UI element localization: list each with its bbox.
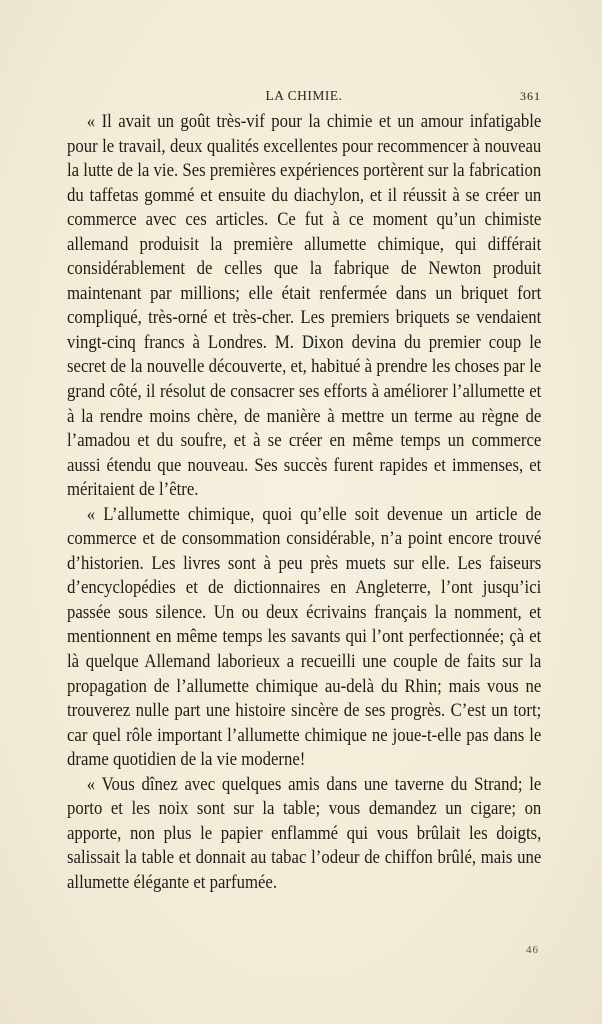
body-text — [67, 110, 541, 896]
page-header — [67, 88, 541, 106]
paragraph-3: « Vous dînez avec quelques amis dans une taverne du Strand; le porto et les noix sont sur la table; vous demandez un cigare; on apporte, non plus le papier enflammé qui vous brûlait les doigts, salissait la table et donnait au tabac l’odeur de chiffon brûlé, mais une allumette élégante et parfumée. — [67, 773, 542, 893]
page-number: 361 — [520, 89, 541, 103]
paragraph-1: « Il avait un goût très-vif pour la chimie et un amour infatigable pour le travail, deux qualités excellentes pour recommencer à nouveau la lutte de la vie. Ses premières expériences portèrent sur la fabrication du taffetas gommé et ensuite du diachylon, et il réussit à se créer un commerce avec ces articles. Ce fut à ce moment qu’un chimiste allemand produisit la première allumette chimique, qui différait considérablement de celles que la fabrique de Newton produit maintenant par millions; elle était renfermée dans un briquet fort compliqué, très-orné et très-cher. Les premiers briquets se vendaient vingt-cinq francs à Londres. M. Dixon devina du premier coup le secret de la nouvelle découverte, et, habitué à prendre les choses par le grand côté, il résolut de consacrer ses efforts à améliorer l’allumette et à la rendre moins chère, de manière à mettre un terme au règne de l’amadou et du soufre, et à se créer en même temps un commerce aussi étendu que nouveau. Ses succès furent rapides et immenses, et méritaient de l’être. — [67, 111, 542, 501]
running-title: LA CHIMIE. — [265, 88, 343, 103]
paragraph-2: « L’allumette chimique, quoi qu’elle soit devenue un article de commerce et de consommation considérable, n’a point encore trouvé d’historien. Les livres sont à peu près muets sur elle. Les faiseurs d’encyclopédies et de dictionnaires en Angleterre, l’ont jusqu’ici passée sous silence. Un ou deux écrivains français la nomment, et mentionnent en même temps les savants qui l’ont perfectionnée; çà et là quelque Allemand laborieux a recueilli une couple de faits sur la propagation de l’allumette chimique au-delà du Rhin; mais vous ne trouverez nulle part une histoire sincère de ses progrès. C’est un tort; car quel rôle important l’allumette chimique ne joue-t-elle pas dans le drame quotidien de la vie moderne! — [67, 503, 542, 771]
signature-mark: 46 — [526, 944, 539, 956]
